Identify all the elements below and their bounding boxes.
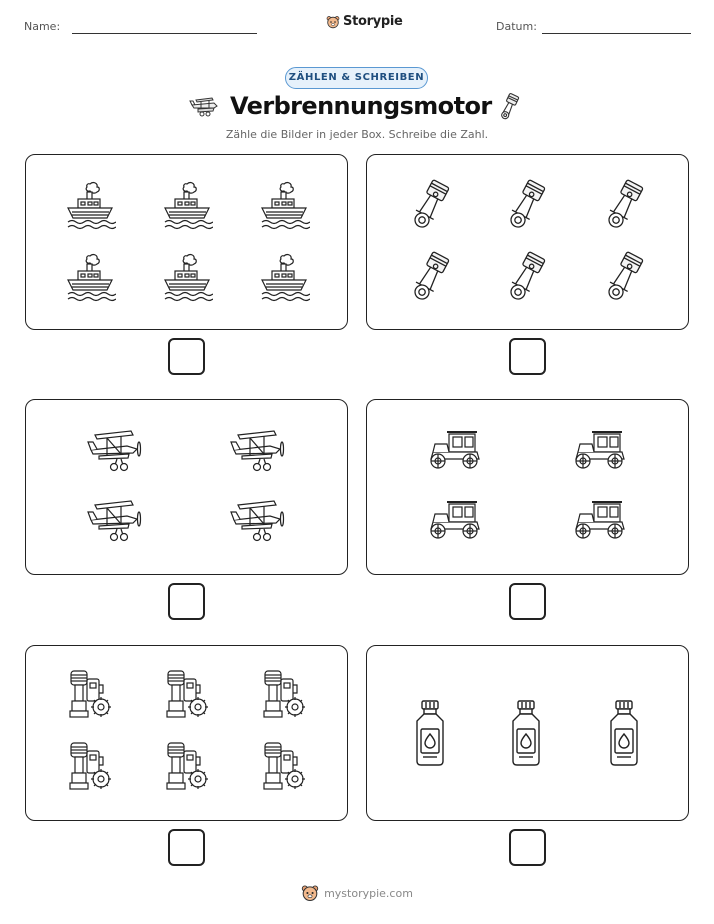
counting-box-biplanes [25,399,348,575]
piston-icon [496,92,522,122]
bear-icon [326,15,340,29]
answer-box-steamboats[interactable] [168,338,205,375]
name-line[interactable] [72,33,257,34]
counting-box-cars [366,399,689,575]
piston-icon [602,250,646,309]
piston-icon [504,178,548,237]
engine-icon [164,741,210,798]
steamboat-icon [161,180,213,235]
steamboat-icon [64,252,116,307]
page-title: Verbrennungsmotor [230,92,492,120]
engine-icon [261,741,307,798]
vintage-car-icon [572,498,628,547]
footer-url: mystorypie.com [324,886,413,900]
piston-icon [602,178,646,237]
instructions: Zähle die Bilder in jeder Box. Schreibe die Zahl. [225,128,489,141]
date-label: Datum: [496,20,537,33]
answer-box-pistons[interactable] [509,338,546,375]
biplane-icon [87,428,143,477]
date-line[interactable] [542,33,691,34]
piston-icon [408,178,452,237]
biplane-icon [87,498,143,547]
steamboat-icon [258,252,310,307]
oil-bottle-icon [413,699,447,772]
answer-box-oil-bottles[interactable] [509,829,546,866]
answer-box-biplanes[interactable] [168,583,205,620]
engine-icon [261,669,307,726]
piston-icon [408,250,452,309]
steamboat-icon [258,180,310,235]
engine-icon [67,669,113,726]
brand-logo [326,14,403,29]
bear-icon [301,884,319,902]
name-label: Name: [24,20,61,33]
steamboat-icon [161,252,213,307]
category-badge: ZÄHLEN & SCHREIBEN [285,67,428,89]
engine-icon [67,741,113,798]
biplane-icon [188,94,220,118]
footer [0,884,714,902]
biplane-icon [230,428,286,477]
vintage-car-icon [427,428,483,477]
vintage-car-icon [427,498,483,547]
answer-box-engines[interactable] [168,829,205,866]
steamboat-icon [64,180,116,235]
vintage-car-icon [572,428,628,477]
biplane-icon [230,498,286,547]
engine-icon [164,669,210,726]
piston-icon [504,250,548,309]
brand-name: Storypie [343,14,403,29]
answer-box-cars[interactable] [509,583,546,620]
oil-bottle-icon [509,699,543,772]
oil-bottle-icon [607,699,641,772]
